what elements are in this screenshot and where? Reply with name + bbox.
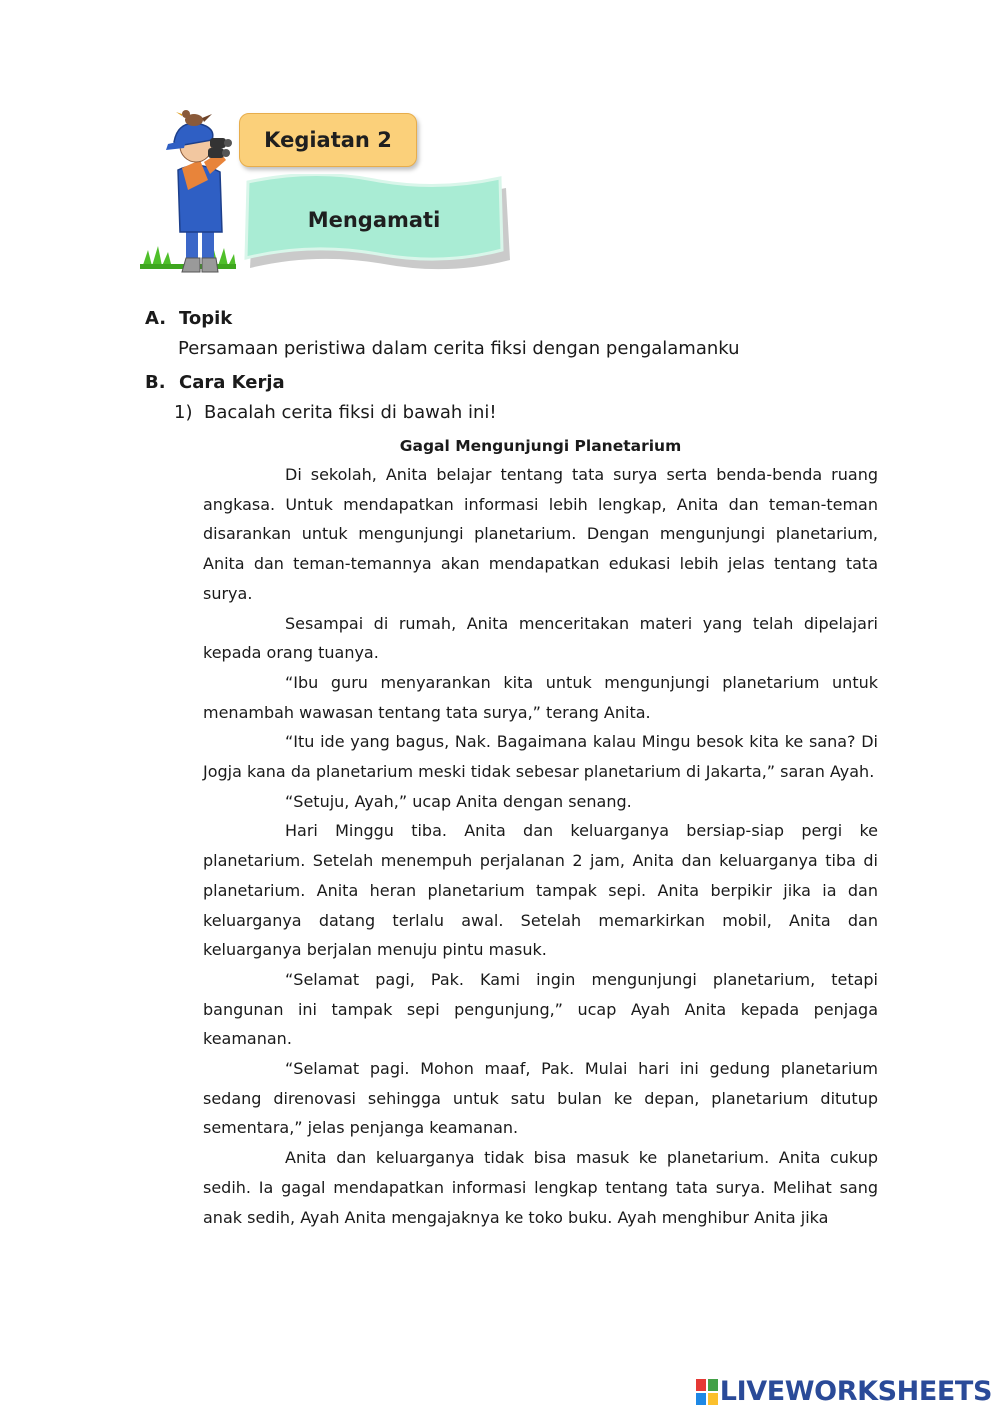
story-paragraph: Hari Minggu tiba. Anita dan keluarganya bersiap-siap pergi ke planetarium. Setelah menempuh perjalanan 2 jam, Anita dan keluarganya tiba di planetarium. Anita heran planetarium tampak sepi. Anita berpikir jika ia dan keluarganya datang terlalu awal. Setelah memarkirkan mobil, Anita dan keluarganya berjalan menuju pintu masuk. [203,821,878,960]
section-a-heading [145,308,232,329]
story-paragraph: “Setuju, Ayah,” ucap Anita dengan senang. [285,791,632,811]
liveworksheets-logo-icon [696,1379,718,1405]
story-title: Gagal Mengunjungi Planetarium [399,437,682,455]
step-text: Bacalah cerita fiksi di bawah ini! [204,402,497,423]
story-paragraph: Sesampai di rumah, Anita menceritakan materi yang telah dipelajari kepada orang tuanya. [203,613,878,663]
story-paragraph: “Selamat pagi, Pak. Kami ingin mengunjungi planetarium, tetapi bangunan ini tampak sepi pengunjung,” ucap Ayah Anita kepada penjaga keamanan. [203,969,878,1049]
story-body [203,460,878,1232]
banner-label: Mengamati [307,208,441,232]
section-b-title: Cara Kerja [179,372,285,393]
section-a-marker: A. [145,308,167,329]
step-number: 1) [174,402,193,423]
activity-banner [238,174,510,276]
liveworksheets-logo [696,1376,992,1407]
story-paragraph: “Ibu guru menyarankan kita untuk mengunjungi planetarium untuk menambah wawasan tentang tata surya,” terang Anita. [203,672,878,722]
section-b-heading [145,372,285,393]
story-paragraph: “Selamat pagi. Mohon maaf, Pak. Mulai hari ini gedung planetarium sedang direnovasi sehingga untuk satu bulan ke depan, planetarium ditutup sementara,” jelas penjanga keamanan. [203,1059,878,1138]
section-a-title: Topik [179,308,233,329]
liveworksheets-logo-text: LIVEWORKSHEETS [719,1376,992,1407]
section-b-marker: B. [145,372,166,393]
activity-badge: Kegiatan 2 [239,113,417,167]
step-1 [174,402,497,423]
child-binoculars-illustration [138,100,238,280]
story-paragraph: “Itu ide yang bagus, Nak. Bagaimana kalau Mingu besok kita ke sana? Di Jogja kana da planetarium meski tidak sebesar planetarium di Jakarta,” saran Ayah. [203,732,878,782]
story-paragraph: Anita dan keluarganya tidak bisa masuk ke planetarium. Anita cukup sedih. Ia gagal mendapatkan informasi lengkap tentang tata surya. Melihat sang anak sedih, Ayah Anita mengajaknya ke toko buku. Ayah menghibur Anita jika [203,1148,878,1227]
topic-text: Persamaan peristiwa dalam cerita fiksi dengan pengalamanku [178,338,740,359]
story-paragraph: Di sekolah, Anita belajar tentang tata surya serta benda-benda ruang angkasa. Untuk mendapatkan informasi lebih lengkap, Anita dan teman-teman disarankan untuk mengunjungi planetarium. Dengan mengunjungi planetarium, Anita dan teman-temannya akan mendapatkan edukasi lebih jelas tentang tata surya. [203,465,878,603]
